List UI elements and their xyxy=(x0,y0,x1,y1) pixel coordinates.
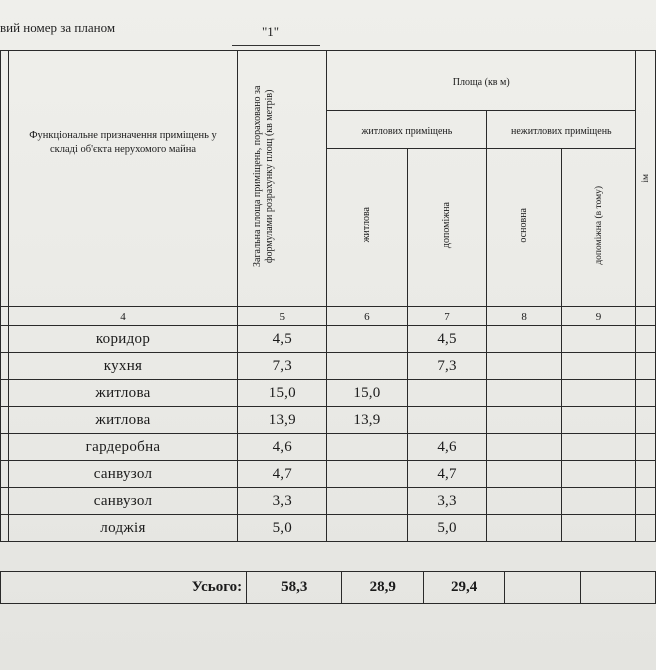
header-living xyxy=(327,149,407,307)
header-nonresidential-text: нежитлових приміщень xyxy=(511,125,612,137)
room-total-area: 7,3 xyxy=(272,358,292,374)
colnum-8-text: 8 xyxy=(521,311,527,323)
header-auxiliary xyxy=(407,149,487,307)
colnum-5 xyxy=(238,307,327,326)
header-area-text: Площа (кв м) xyxy=(452,76,510,88)
totals-table xyxy=(0,571,656,604)
table-row xyxy=(1,380,656,407)
premises-table xyxy=(0,50,656,542)
header-total-area-text: Загальна площа приміщень, пораховано за формулами розрахунку площ (кв метрів) xyxy=(252,85,276,267)
room-living-area: 15,0 xyxy=(353,385,381,401)
table-row xyxy=(1,434,656,461)
header-function xyxy=(8,51,238,307)
room-name: кухня xyxy=(103,358,143,374)
room-total-area: 15,0 xyxy=(268,385,296,401)
room-name: житлова xyxy=(95,385,151,401)
header-extra-text: ім xyxy=(640,173,651,183)
room-aux-area: 4,7 xyxy=(437,466,457,482)
colnum-5-text: 5 xyxy=(279,311,286,323)
room-total-area: 4,6 xyxy=(272,439,292,455)
header-nonresidential xyxy=(487,111,636,149)
room-aux-area: 5,0 xyxy=(437,520,457,536)
room-name: санвузол xyxy=(93,466,153,482)
totals-total-area: 58,3 xyxy=(247,572,342,604)
totals-aux-nonres-area xyxy=(580,572,655,604)
header-total-area xyxy=(238,51,327,307)
table-row xyxy=(1,353,656,380)
room-total-area: 3,3 xyxy=(272,493,292,509)
room-name: гардеробна xyxy=(85,439,161,455)
totals-living-area: 28,9 xyxy=(342,572,423,604)
colnum-9-text: 9 xyxy=(595,311,602,323)
room-aux-area: 4,5 xyxy=(437,331,457,347)
totals-aux-area: 29,4 xyxy=(423,572,504,604)
room-name: коридор xyxy=(95,331,151,347)
room-total-area: 13,9 xyxy=(268,412,296,428)
plan-number-label: вий номер за планом xyxy=(0,20,116,35)
header-residential xyxy=(327,111,487,149)
colnum-6-text: 6 xyxy=(364,311,370,323)
table-row xyxy=(1,515,656,542)
room-aux-area: 3,3 xyxy=(437,493,457,509)
colnum-edge xyxy=(1,307,9,326)
room-name: санвузол xyxy=(93,493,153,509)
header-aux-nonres-text: допоміжна (в тому) xyxy=(593,185,604,265)
plan-number-value: "1" xyxy=(262,24,280,39)
plan-number-underline xyxy=(232,45,320,46)
totals-row xyxy=(1,572,656,604)
header-living-text: житлова xyxy=(360,207,372,243)
room-total-area: 5,0 xyxy=(272,520,292,536)
colnum-4-text: 4 xyxy=(120,311,126,323)
colnum-7 xyxy=(407,307,487,326)
header-main-text: основна xyxy=(518,207,530,243)
colnum-extra xyxy=(636,307,656,326)
totals-label: Усього: xyxy=(1,572,247,604)
room-aux-area: 7,3 xyxy=(437,358,457,374)
left-edge-col xyxy=(1,51,9,307)
header-aux-nonres xyxy=(561,149,635,307)
room-name: житлова xyxy=(95,412,151,428)
room-living-area: 13,9 xyxy=(353,412,381,428)
colnum-8 xyxy=(487,307,561,326)
colnum-6 xyxy=(327,307,407,326)
header-function-text: Функціональне призначення приміщень у складі об'єкта нерухомого майна xyxy=(29,129,217,155)
colnum-9 xyxy=(561,307,635,326)
header-extra xyxy=(636,51,656,307)
totals-main-area xyxy=(505,572,580,604)
room-total-area: 4,5 xyxy=(272,331,292,347)
colnum-7-text: 7 xyxy=(444,311,450,323)
header-area xyxy=(327,51,636,111)
colnum-4 xyxy=(8,307,238,326)
header-main xyxy=(487,149,561,307)
header-auxiliary-text: допоміжна xyxy=(441,201,452,249)
table-row xyxy=(1,407,656,434)
room-total-area: 4,7 xyxy=(272,466,292,482)
header-residential-text: житлових приміщень xyxy=(361,125,453,137)
table-row xyxy=(1,461,656,488)
table-row xyxy=(1,488,656,515)
table-row xyxy=(1,326,656,353)
room-name: лоджія xyxy=(100,520,146,536)
room-aux-area: 4,6 xyxy=(437,439,457,455)
